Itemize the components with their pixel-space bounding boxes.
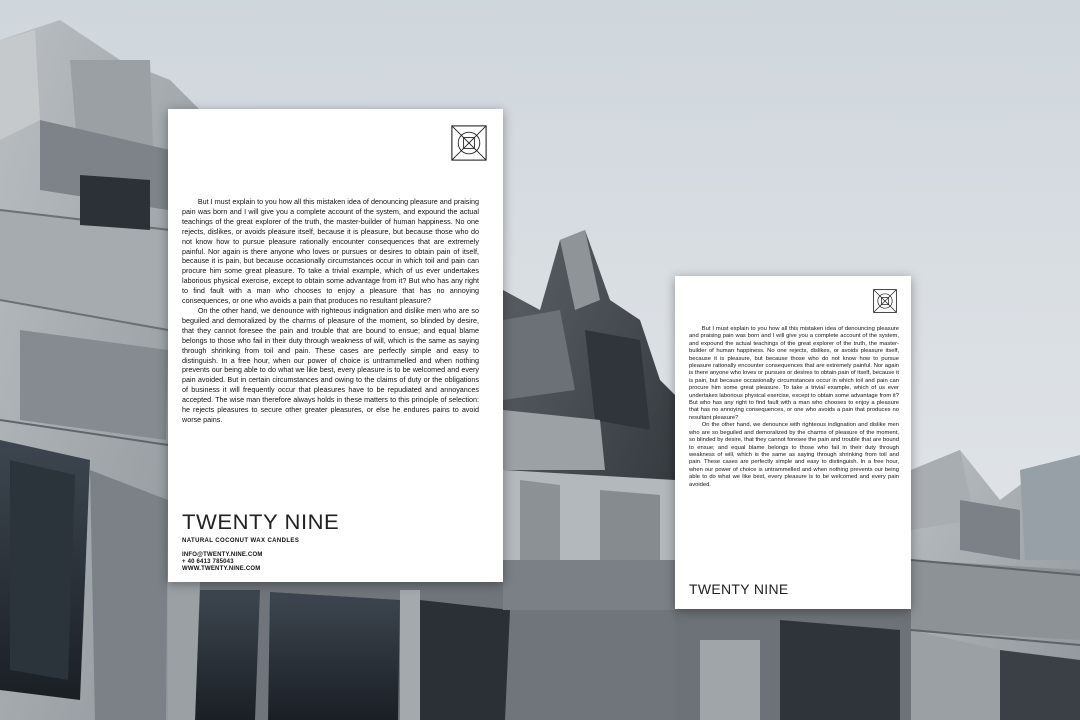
contact-website: WWW.TWENTY.NINE.COM — [182, 566, 261, 572]
letterhead-sheet-large — [168, 109, 503, 582]
letter-paragraph: But I must explain to you how all this mistaken idea of denouncing pleasure and praising pain was born and I will give you a complete account of the system, and expound the actual teachings of the great explorer of the truth, the master-builder of human happiness. No one rejects, dislikes, or avoids pleasure itself, because it is pleasure, but because those who do not know how to pursue pleasure rationally encounter consequences that are extremely painful. Nor again is there anyone who loves or pursues or desires to obtain pain of itself, because it is pain, but because occasionally circumstances occur in which toil and pain can procure him some great pleasure. To take a trivial example, which of us ever undertakes laborious physical exercise, except to obtain some advantage from it? But who has any right to find fault with a man who chooses to enjoy a pleasure that has no annoying consequences, or one who avoids a pain that produces no resultant pleasure? — [689, 326, 899, 421]
contact-phone: + 40 6413 785043 — [182, 559, 234, 565]
letter-body — [182, 197, 479, 425]
letter-paragraph: On the other hand, we denounce with righteous indignation and dislike men who are so beguiled and demoralized by the charms of pleasure of the moment, so blinded by desire, that they cannot foresee the pain and trouble that are bound to ensue; and equal blame belongs to those who fail in their duty through weakness of will, which is the same as saying through shrinking from toil and pain. These cases are perfectly simple and easy to distinguish. In a free hour, when our power of choice is untrammelled and when nothing prevents our being able to do what we like best, every pleasure is to be welcomed and every pain avoided. — [689, 422, 899, 488]
geometric-square-emblem-icon — [451, 125, 487, 161]
letter-paragraph: On the other hand, we denounce with righteous indignation and dislike men who are so beguiled and demoralized by the charms of pleasure of the moment, so blinded by desire, that they cannot foresee the pain and trouble that are bound to ensue; and equal blame belongs to those who fail in their duty through weakness of will, which is the same as saying through shrinking from toil and pain. These cases are perfectly simple and easy to distinguish. In a free hour, when our power of choice is untrammelled and when nothing prevents our being able to do what we like best, every pleasure is to be welcomed and every pain avoided. But in certain circumstances and owing to the claims of duty or the obligations of business it will frequently occur that pleasures have to be repudiated and annoyances accepted. The wise man therefore always holds in these matters to this principle of selection: he rejects pleasures to secure other greater pleasures, or else he endures pains to avoid worse pains. — [182, 305, 479, 424]
geometric-square-emblem-icon — [873, 289, 897, 313]
contact-block — [182, 552, 263, 573]
brand-wordmark: TWENTY NINE — [689, 581, 789, 597]
letterhead-sheet-small — [675, 276, 911, 609]
contact-email: INFO@TWENTY.NINE.COM — [182, 552, 263, 558]
brand-wordmark: TWENTY NINE — [182, 511, 340, 534]
letter-paragraph: But I must explain to you how all this mistaken idea of denouncing pleasure and praising pain was born and I will give you a complete account of the system, and expound the actual teachings of the great explorer of the truth, the master-builder of human happiness. No one rejects, dislikes, or avoids pleasure itself, because it is pleasure, but because those who do not know how to pursue pleasure rationally encounter consequences that are extremely painful. Nor again is there anyone who loves or pursues or desires to obtain pain of itself, because it is pain, but because occasionally circumstances occur in which toil and pain can procure him some great pleasure. To take a trivial example, which of us ever undertakes laborious physical exercise, except to obtain some advantage from it? But who has any right to find fault with a man who chooses to enjoy a pleasure that has no annoying consequences, or one who avoids a pain that produces no resultant pleasure? — [182, 197, 479, 306]
letter-body — [689, 326, 899, 489]
brand-tagline: NATURAL COCONUT WAX CANDLES — [182, 538, 300, 544]
